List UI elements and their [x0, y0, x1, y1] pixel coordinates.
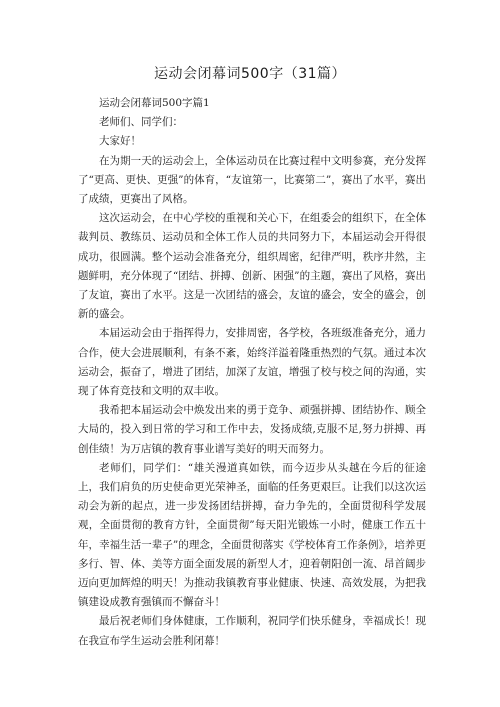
salutation: 老师们、同学们： [99, 116, 183, 129]
body-paragraph: 我希把本届运动会中焕发出来的勇于竞争、顽强拼搏、团结协作、顾全大局的，投入到日常的学习和工作中去，发扬成绩,克服不足,努力拼搏、再创佳绩！为万店镇的教育事业谱写美好的明天而努力。 [78, 404, 426, 455]
closing-paragraph: 最后祝老师们身体健康，工作顺利，祝同学们快乐健身，幸福成长！现在我宣布学生运动会胜利闭幕！ [78, 615, 426, 647]
document-body [78, 94, 426, 651]
section-heading: 运动会闭幕词500字篇1 [99, 97, 210, 109]
body-paragraph: 在为期一天的运动会上，全体运动员在比赛过程中文明参赛，充分发挥了“更高、更快、更强”的体育，“友谊第一，比赛第二”，赛出了水平，赛出了成绩，更赛出了风格。 [78, 154, 426, 206]
body-paragraph: 老师们，同学们：“雄关漫道真如铁，而今迈步从头越在今后的征途上，我们肩负的历史使命更光荣神圣，面临的任务更艰巨。让我们以这次运动会为新的起点，进一步发扬团结拼搏，奋力争先的，全面贯彻科学发展观，全面贯彻的教育方针，全面贯彻”每天阳光锻炼一小时，健康工作五十年，幸福生活一辈子”的理念，全面贯彻落实《学校体育工作条例》，培养更多行、智、体、美等方面全面发展的新型人才，迎着朝阳创一流、昂首阔步迈向更加辉煌的明天！为推动我镇教育事业健康、快速、高效发展，为把我镇建设成教育强镇而不懈奋斗！ [78, 461, 426, 609]
body-paragraph: 本届运动会由于指挥得力，安排周密，各学校，各班级准备充分，通力合作，使大会进展顺利，有条不紊，始终洋溢着隆重热烈的气氛。通过本次运动会，振奋了，增进了团结，加深了友谊，增强了校与校之间的沟通，实现了体育竞技和文明的双丰收。 [78, 327, 426, 398]
document-title: 运动会闭幕词500字（31篇） [153, 66, 347, 82]
greeting: 大家好！ [99, 135, 141, 148]
body-paragraph: 这次运动会，在中心学校的重视和关心下，在组委会的组织下，在全体裁判员、教练员、运动员和全体工作人员的共同努力下，本届运动会开得很成功，很圆满。整个运动会准备充分，组织周密，纪律严明，秩序井然，主题鲜明，充分体现了“团结、拼搏、创新、困强”的主题，赛出了风格，赛出了友谊，赛出了水平。这是一次团结的盛会，友谊的盛会，安全的盛会，创新的盛会。 [78, 212, 426, 321]
